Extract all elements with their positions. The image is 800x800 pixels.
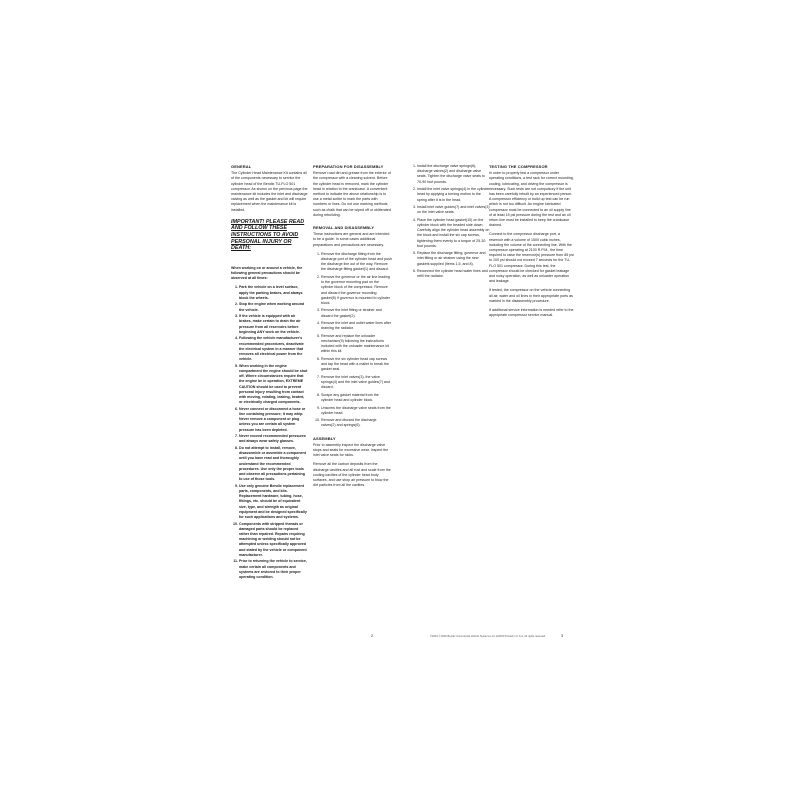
list-item: 4. Place the cylinder head gasket(10) on the cylinder block with the beaded side down. Carefully align the cylinder head assembly on the block and install the six cap screws, tightening them evenly to a torque of 25-30 foot pounds. <box>417 218 491 249</box>
list-item: 3. Install inlet valve guides(7) and inlet valves(3) on the inlet valve seats. <box>417 205 491 215</box>
assembly-text-1: Prior to assembly inspect the discharge valve stops and seats for excessive wear. Inspect the inlet valve seats for nicks. <box>313 442 389 458</box>
list-item: 10. Remove and discard the discharge valves(2) and springs(6). <box>321 418 392 428</box>
left-page-number: 2 <box>371 633 374 638</box>
column-disassembly <box>313 164 392 492</box>
list-item: 3. Remove the inlet fitting or strainer and discard the gasket(2). <box>321 308 392 318</box>
list-item: 11. Prior to returning the vehicle to service, make certain all components and systems are restored to their proper operating condition. <box>239 559 308 580</box>
column-general <box>231 164 308 582</box>
testing-paragraph-4: If additional service information is needed refer to the appropriate compressor service manual. <box>489 308 574 318</box>
list-item: 2. Remove the governor or the air line leading to the governor mounting pad on the cylinder block of the compressor. Remove and discard the governor mounting gasket(5) if governor is mounted to cylinder block. <box>321 275 392 306</box>
list-item: 1. Park the vehicle on a level surface, apply the parking brakes, and always block the wheels. <box>239 285 308 301</box>
list-item: 10. Components with stripped threads or damaged parts should be replaced rather than repaired. Repairs requiring machining or welding should not be attempted unless specifically approved and stated by the vehicle or component manufacturer. <box>239 522 308 558</box>
list-item: 7. Never exceed recommended pressures and always wear safety glasses. <box>239 434 308 444</box>
column-testing <box>489 164 574 322</box>
removal-heading: REMOVAL AND DISASSEMBLY <box>313 225 375 231</box>
removal-steps <box>313 252 392 429</box>
list-item: 8. Scrape any gasket material from the cylinder head and cylinder block. <box>321 393 392 403</box>
list-item: 2. Install the inlet valve springs(4) in the cylinder head by applying a turning motion to the spring after it is in the head. <box>417 187 491 203</box>
testing-paragraph-1: In order to properly test a compressor under operating conditions, a test rack for correct mounting, cooling, lubricating, and driving the compressor is necessary. Such tests are not compulsory if the unit has been carefully rebuilt by an experienced person. A compressor efficiency or build up test can be run which is not too difficult. An engine lubricated compressor must be connected to an oil supply line of at least 15 psi pressure during the test and an oil return line must be installed to keep the crankcase drained. <box>489 171 574 228</box>
list-item: 9. Unscrew the discharge valve seats from the cylinder head. <box>321 406 392 416</box>
assembly-steps <box>409 164 491 280</box>
removal-intro: These instructions are general and are intended to be a guide. In some cases additional preparations and precautions are necessary. <box>313 232 390 247</box>
list-item: 2. Stop the engine when working around the vehicle. <box>239 302 308 312</box>
list-item: 3. If the vehicle is equipped with air brakes, make certain to drain the air pressure from all reservoirs before beginning ANY work on the vehicle. <box>239 314 308 335</box>
general-intro: The Cylinder Head Maintenance Kit contains all of the components necessary to service the cylinder head of the Bendix TU-FLO 501 compressor. As shown on the previous page the maintenance kit includes the inlet and discharge valving as well as the gasket and kit will require replacement when the maintenance kit is installed. <box>231 171 308 212</box>
list-item: 6. Reconnect the cylinder head water lines and refill the radiator. <box>417 269 491 279</box>
list-item: 4. Remove the inlet and outlet water lines after draining the radiator. <box>321 321 392 331</box>
list-item: 5. Remove and replace the unloader mechanism(9) following the instructions included with the unloader maintenance kit within this kit. <box>321 334 392 355</box>
list-item: 5. When working in the engine compartment the engine should be shut off. Where circumstances require that the engine be in operation, EXTREME CAUTION should be used to prevent personal injury resulting from contact with moving, rotating, leaking, heated, or electrically charged components. <box>239 364 308 406</box>
list-item: 1. Install the discharge valve springs(6), discharge valves(2) and discharge valve seats. Tighten the discharge valve seats to 70-90 foot pounds. <box>417 164 491 185</box>
preparation-text: Remove road dirt and grease from the exterior of the compressor with a cleaning solvent. Before the cylinder head is removed, mark the cylinder head in relation to the crankcase. A convenient method to indicate the above relationship is to use a metal scribe to mark the parts with numbers or lines. Do not use marking methods such as chalk that can be wiped off or obliterated during rebuilding. <box>313 171 391 217</box>
list-item: 1. Remove the discharge fitting from the discharge port of the cylinder head and push the discharge line out of the way. Remove the discharge fitting gasket(1) and discard. <box>321 252 392 273</box>
assembly-heading: ASSEMBLY <box>313 435 336 441</box>
right-page-number: 3 <box>561 633 564 638</box>
testing-paragraph-2: Connect to the compressor discharge port, a reservoir with a volume of 1500 cubic inches, including the volume of the connecting line. With the compressor operating at 2100 R.P.M., the time required to raise the reservoir(s) pressure from 85 psi to 100 psi should not exceed 7 seconds for the TU-FLO 501 compressor. During this test, the compressor should be checked for gasket leakage and noisy operation, as well as unloader operation and leakage. <box>489 232 574 284</box>
general-heading: GENERAL <box>231 164 252 169</box>
list-item: 6. Never connect or disconnect a hose or line containing pressure; it may whip. Never remove a component or plug unless you are certain all system pressure has been depleted. <box>239 407 308 433</box>
precautions-list <box>231 285 308 580</box>
preparation-heading: PREPARATION FOR DISASSEMBLY <box>313 164 384 169</box>
list-item: 6. Remove the six cylinder head cap screws and tap the head with a mallet to break the gasket seal. <box>321 357 392 373</box>
assembly-text-2: Remove all the carbon deposits from the discharge cavities and all rust and scale from the cooling cavities of the cylinder head body surfaces, and use shop air pressure to blow the dirt particles from all the cavities. <box>313 462 391 488</box>
list-item: 4. Following the vehicle manufacturer's recommended procedures, deactivate the electrical system in a manner that removes all electrical power from the vehicle. <box>239 336 308 362</box>
list-item: 7. Remove the inlet valves(3), the valve springs(4) and the inlet valve guides(7) and discard. <box>321 375 392 391</box>
column-assembly-steps <box>409 164 491 282</box>
testing-heading: TESTING THE COMPRESSOR <box>489 164 548 169</box>
list-item: 9. Use only genuine Bendix replacement parts, components, and kits. Replacement hardware, tubing, hose, fittings, etc. should be of equivalent size, type, and strength as original equipment and be designed specifically for such applications and systems. <box>239 484 308 520</box>
precautions-lead: When working on or around a vehicle, the following general precautions should be observed at all times: <box>231 265 303 281</box>
copyright-footer: ©2004 © 2002 Bendix Commercial Vehicle Systems LLC 2/2003 Printed in U.S.A. All rights reserved. <box>430 635 546 638</box>
list-item: 5. Replace the discharge fitting, governor and inlet fitting or air strainer using the new gaskets supplied (items 1,5, and 8). <box>417 251 491 267</box>
list-item: 8. Do not attempt to install, remove, disassemble or assemble a component until you have read and thoroughly understand the recommended procedures. Use only the proper tools and observe all precautions pertaining to use of those tools. <box>239 446 308 482</box>
safety-warning: IMPORTANT! PLEASE READ AND FOLLOW THESE INSTRUCTIONS TO AVOID PERSONAL INJURY OR DEATH: <box>231 218 305 252</box>
testing-paragraph-3: If tested, the compressor on the vehicle connecting all air, water and oil lines in their appropriate ports as marked in the disassembly procedure. <box>489 288 573 303</box>
